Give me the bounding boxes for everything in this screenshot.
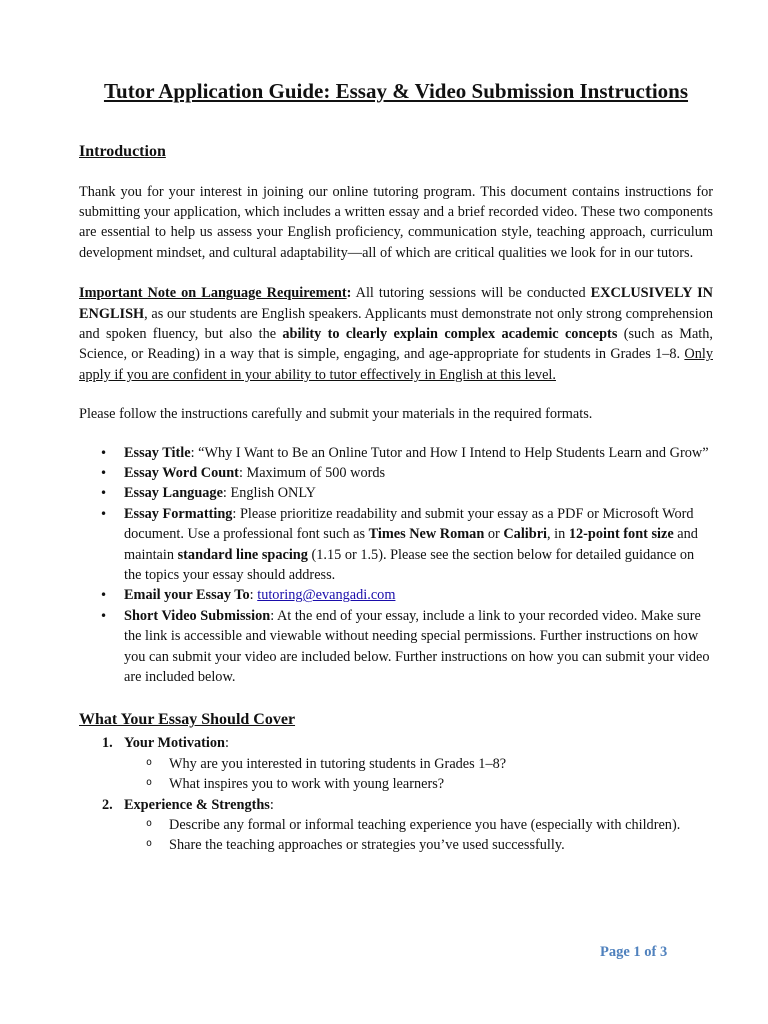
- essay-title-label: Essay Title: [124, 444, 191, 461]
- language-note-label: Important Note on Language Requirement: [79, 285, 347, 302]
- cover-item-experience: [79, 795, 713, 856]
- follow-instructions-paragraph: Please follow the instructions carefully and submit your materials in the required formats.: [79, 406, 593, 423]
- essay-formatting-text-4: and maintain: [124, 526, 698, 563]
- language-note-paragraph: [79, 283, 713, 385]
- font-size-requirement: 12-point font size: [568, 526, 674, 543]
- list-item-video-submission: [79, 606, 713, 688]
- cover-item-label: Your Motivation: [124, 735, 226, 752]
- intro-heading: Introduction: [79, 142, 166, 160]
- language-note-colon: :: [346, 285, 352, 302]
- sub-list-item: o Share the teaching approaches or strategies you’ve used successfully.: [124, 835, 713, 855]
- essay-requirements-list: [79, 443, 713, 688]
- list-item-essay-formatting: [79, 504, 713, 586]
- cover-item-colon: :: [225, 735, 229, 752]
- essay-cover-list: [79, 733, 713, 855]
- language-note-text-3: (such as Math, Science, or Reading) in a way that is simple, engaging, and age-appropriate for students in Grades 1–8.: [79, 325, 714, 363]
- cover-item-colon: :: [269, 796, 274, 813]
- cover-sublist: [124, 754, 713, 795]
- essay-formatting-text-5: (1.15 or 1.5). Please see the section below for detailed guidance on the topics your essay should address.: [124, 546, 695, 583]
- essay-language-label: Essay Language: [124, 485, 223, 502]
- video-submission-text: : At the end of your essay, include a link to your recorded video. Make sure the link is accessible and viewable without needing special permissions. Further instructions on how you can submit your video are included below. Further instructions on how you can submit your video are included below.: [124, 607, 710, 686]
- line-spacing-requirement: standard line spacing: [177, 546, 308, 563]
- email-link[interactable]: tutoring@evangadi.com: [257, 587, 396, 604]
- list-item-word-count: [79, 463, 713, 483]
- essay-formatting-text-2: or: [484, 526, 504, 543]
- sub-list-item: o What inspires you to work with young learners?: [124, 774, 713, 794]
- cover-item-number: 2.: [102, 796, 113, 813]
- essay-title-text: : “Why I Want to Be an Online Tutor and How I Intend to Help Students Learn and Grow”: [190, 444, 709, 461]
- list-item-essay-language: [79, 483, 713, 503]
- essay-formatting-text-1: : Please prioritize readability and submit your essay as a PDF or Microsoft Word document. Use a professional font such as: [124, 505, 694, 543]
- page-title: Tutor Application Guide: Essay & Video Submission Instructions: [103, 79, 689, 103]
- font-name-calibri: Calibri: [503, 526, 548, 543]
- font-name-times: Times New Roman: [368, 526, 485, 543]
- essay-formatting-text-3: , in: [547, 526, 569, 543]
- cover-item-label: Experience & Strengths: [124, 796, 270, 813]
- sub-list-item: o Describe any formal or informal teaching experience you have (especially with children).: [124, 815, 713, 835]
- word-count-text: : Maximum of 500 words: [238, 464, 386, 481]
- essay-cover-heading: What Your Essay Should Cover: [79, 711, 296, 729]
- sub-list-item: o Why are you interested in tutoring students in Grades 1–8?: [124, 754, 713, 774]
- intro-paragraph: Thank you for your interest in joining our online tutoring program. This document contains instructions for submitting your application, which includes a written essay and a brief recorded video. These two components are essential to help us assess your English proficiency, communication style, teaching approach, curriculum development mindset, and cultural adaptability—all of which are critical qualities we look for in our tutors.: [79, 183, 713, 261]
- language-note-underlined: Only apply if you are confident in your ability to tutor effectively in English at this level.: [79, 346, 713, 383]
- word-count-label: Essay Word Count: [124, 464, 239, 481]
- essay-formatting-label: Essay Formatting: [124, 505, 233, 522]
- language-note-emphasis-ability: ability to clearly explain complex academic concepts: [282, 325, 618, 342]
- cover-item-number: 1.: [102, 735, 113, 752]
- cover-sublist: [124, 815, 713, 856]
- list-item-email: [79, 585, 713, 605]
- cover-item-motivation: [79, 733, 713, 794]
- document-body: [79, 76, 713, 856]
- language-note-text-1: All tutoring sessions will be conducted: [351, 285, 591, 302]
- email-colon: :: [249, 587, 258, 604]
- language-note-emphasis-english: EXCLUSIVELY IN ENGLISH: [79, 285, 713, 322]
- page-number: Page 1 of 3: [600, 944, 668, 960]
- email-label: Email your Essay To: [124, 587, 250, 604]
- list-item-essay-title: [79, 443, 713, 463]
- language-note-text-2: , as our students are English speakers. Applicants must demonstrate not only strong comprehension and spoken fluency, but also the: [79, 305, 713, 342]
- essay-language-text: : English ONLY: [222, 485, 317, 502]
- video-submission-label: Short Video Submission: [124, 607, 271, 624]
